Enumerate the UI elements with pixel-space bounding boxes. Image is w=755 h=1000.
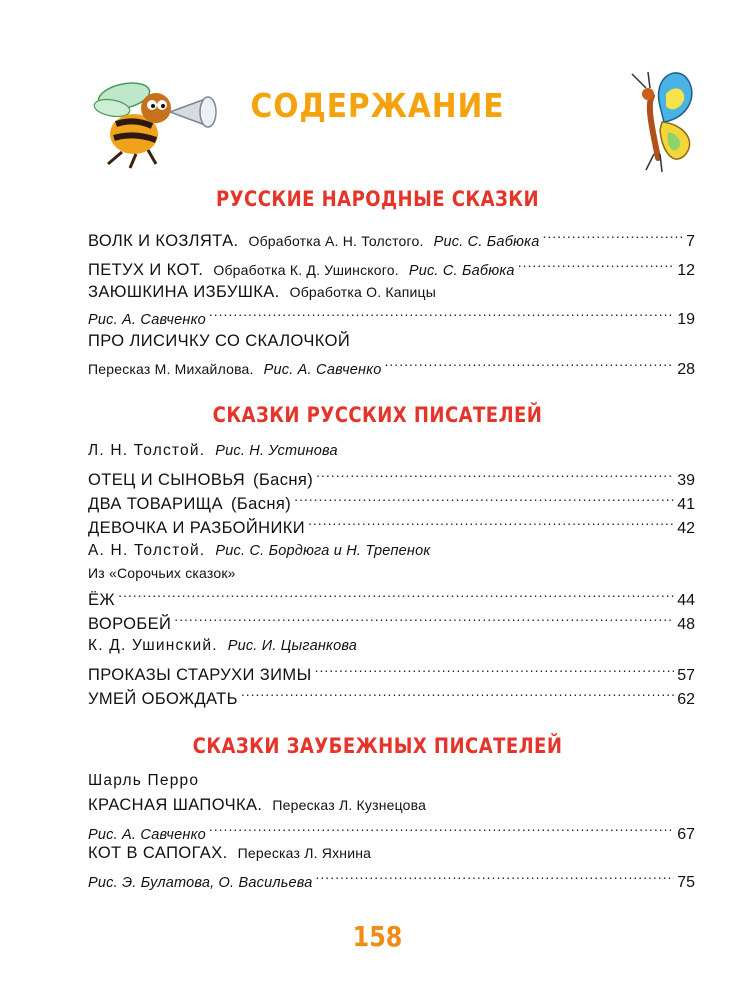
page-number: 158: [352, 920, 403, 953]
toc-entry[interactable]: [88, 843, 695, 863]
toc-entry[interactable]: [88, 255, 695, 281]
entry-note: (Басня): [231, 495, 292, 513]
dot-leader: [315, 660, 675, 680]
entry-page: 57: [677, 667, 695, 684]
author-illustrator: Рис. Н. Устинова: [215, 443, 338, 459]
section-title-foreign-writers: СКАЗКИ ЗАУБЕЖНЫХ ПИСАТЕЛЕЙ: [192, 734, 563, 758]
author-line: [88, 441, 695, 461]
entry-adaptation: Пересказ Л. Кузнецова: [272, 797, 427, 813]
toc-entry[interactable]: [88, 489, 695, 515]
entry-adaptation: Пересказ Л. Яхнина: [237, 845, 372, 861]
section-title-russian-folk: РУССКИЕ НАРОДНЫЕ СКАЗКИ: [216, 187, 539, 211]
entry-page: 42: [677, 520, 695, 537]
toc-entry-continuation[interactable]: [88, 304, 695, 330]
entry-title: ПРО ЛИСИЧКУ СО СКАЛОЧКОЙ: [88, 332, 351, 350]
toc-entry[interactable]: [88, 585, 695, 611]
author-name: Шарль Перро: [88, 772, 200, 789]
entry-title: ПЕТУХ И КОТ.: [88, 261, 204, 279]
dot-leader: [308, 513, 674, 533]
toc-entry-continuation[interactable]: [88, 819, 695, 845]
toc-entry[interactable]: [88, 795, 695, 815]
dot-leader: [174, 609, 674, 629]
entry-page: 28: [677, 361, 695, 378]
toc-entry[interactable]: [88, 660, 695, 686]
dot-leader: [241, 684, 674, 704]
author-line: [88, 771, 695, 791]
dot-leader: [518, 255, 675, 275]
toc-entry-continuation[interactable]: [88, 354, 695, 380]
entry-title: ПРОКАЗЫ СТАРУХИ ЗИМЫ: [88, 666, 312, 684]
author-name: К. Д. Ушинский.: [88, 637, 218, 654]
entry-page: 39: [677, 472, 695, 489]
entry-title: ДЕВОЧКА И РАЗБОЙНИКИ: [88, 519, 306, 537]
toc-entry[interactable]: [88, 684, 695, 710]
entry-title: ЗАЮШКИНА ИЗБУШКА.: [88, 283, 280, 301]
toc-entry[interactable]: [88, 465, 695, 491]
entry-illustrator: Рис. Э. Булатова, О. Васильева: [88, 875, 313, 891]
entry-adaptation: Обработка К. Д. Ушинского.: [213, 262, 399, 278]
dot-leader: [316, 465, 674, 485]
toc-entry-continuation[interactable]: [88, 867, 695, 893]
entry-title: ВОЛК И КОЗЛЯТА.: [88, 232, 239, 250]
entry-title: ЁЖ: [88, 591, 116, 609]
toc-entry[interactable]: [88, 513, 695, 539]
page-title: СОДЕРЖАНИЕ: [250, 86, 505, 125]
author-name: А. Н. Толстой.: [88, 542, 206, 559]
toc-entry[interactable]: [88, 609, 695, 635]
author-line: [88, 541, 695, 561]
dot-leader: [385, 354, 675, 374]
entry-illustrator: Рис. А. Савченко: [88, 312, 206, 328]
entry-title: ВОРОБЕЙ: [88, 615, 172, 633]
entry-page: 7: [686, 233, 695, 250]
author-line: [88, 636, 695, 656]
entry-page: 75: [677, 874, 695, 891]
collection-source: Из «Сорочьих сказок»: [88, 565, 236, 581]
toc-entry[interactable]: [88, 331, 695, 351]
entry-note: (Басня): [253, 471, 314, 489]
entry-page: 12: [677, 262, 695, 279]
entry-page: 41: [677, 496, 695, 513]
section-title-russian-writers: СКАЗКИ РУССКИХ ПИСАТЕЛЕЙ: [212, 403, 543, 427]
toc-entry[interactable]: [88, 282, 695, 302]
author-illustrator: Рис. И. Цыганкова: [227, 638, 358, 654]
entry-title: КРАСНАЯ ШАПОЧКА.: [88, 796, 263, 814]
source-line: [88, 563, 695, 583]
entry-page: 44: [677, 592, 695, 609]
author-illustrator: Рис. С. Бордюга и Н. Трепенок: [215, 543, 431, 559]
dot-leader: [118, 585, 674, 605]
entry-illustrator: Рис. С. Бабюка: [433, 234, 540, 250]
entry-title: ОТЕЦ И СЫНОВЬЯ: [88, 471, 246, 489]
entry-page: 67: [677, 826, 695, 843]
dot-leader: [294, 489, 674, 509]
entry-adaptation: Обработка А. Н. Толстого.: [248, 233, 424, 249]
dot-leader: [316, 867, 675, 887]
dot-leader: [542, 226, 683, 246]
entry-illustrator: Рис. А. Савченко: [263, 362, 382, 378]
entry-page: 48: [677, 616, 695, 633]
entry-illustrator: Рис. С. Бабюка: [408, 263, 515, 279]
entry-title: УМЕЙ ОБОЖДАТЬ: [88, 690, 238, 708]
entry-title: ДВА ТОВАРИЩА: [88, 495, 223, 513]
dot-leader: [209, 819, 674, 839]
entry-adaptation: Обработка О. Капицы: [289, 284, 437, 300]
entry-title: КОТ В САПОГАХ.: [88, 844, 228, 862]
toc-entry[interactable]: [88, 226, 695, 252]
entry-page: 62: [677, 691, 695, 708]
entry-page: 19: [677, 311, 695, 328]
entry-adaptation: Пересказ М. Михайлова.: [88, 361, 254, 377]
dot-leader: [209, 304, 674, 324]
entry-illustrator: Рис. А. Савченко: [88, 827, 206, 843]
author-name: Л. Н. Толстой.: [88, 442, 206, 459]
